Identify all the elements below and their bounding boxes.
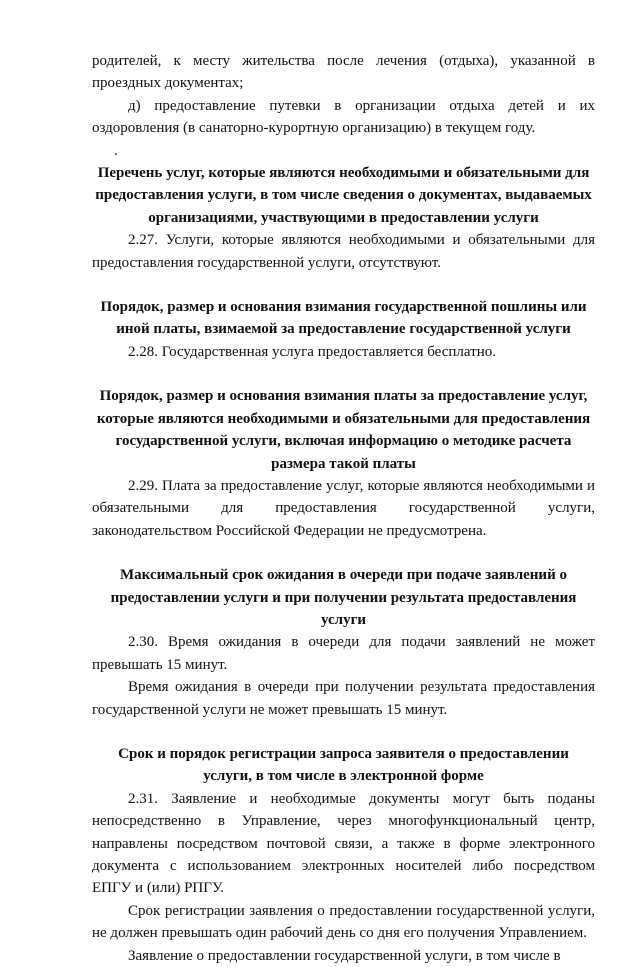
spacer: [92, 363, 595, 385]
spacer: [92, 542, 595, 564]
paragraph-2-29: 2.29. Плата за предоставление услуг, которые являются необходимыми и обязательными для предоставления государственной услуги, законодательством Российской Федерации не предусмотрена.: [92, 477, 595, 539]
paragraph-2-30: 2.30. Время ожидания в очереди для подачи заявлений не может превышать 15 минут.: [92, 634, 595, 673]
paragraph-application-continued: Заявление о предоставлении государственной услуги, в том числе в: [128, 947, 561, 964]
paragraph-registration-term: Срок регистрации заявления о предоставлении государственной услуги, не должен превышать один рабочий день со дня его получения Управлением.: [92, 902, 595, 942]
spacer: [92, 721, 595, 743]
paragraph-2-27: 2.27. Услуги, которые являются необходимыми и обязательными для предоставления государственной услуги, отсутствуют.: [92, 232, 595, 271]
spacer: [92, 274, 595, 296]
paragraph-item-d: д) предоставление путевки в организации отдыха детей и их оздоровления (в санаторно-курортную организацию) в текущем году.: [92, 97, 595, 137]
paragraph-2-31: 2.31. Заявление и необходимые документы могут быть поданы непосредственно в Управление, через многофункциональный центр, направлены посредством почтовой связи, а также в форме электронного документа с использованием электронных носителей либо посредством ЕПГУ и (или) РПГУ.: [92, 790, 595, 897]
section-heading-queue-time: Максимальный срок ожидания в очереди при подаче заявлений о предоставлении услуги и при получении результата предоставления услуги: [110, 567, 577, 628]
section-heading-service-fee: Порядок, размер и основания взимания платы за предоставление услуг, которые являются необходимыми и обязательными для предоставления государственной услуги, включая информацию о методике расчета размера такой платы: [96, 388, 591, 472]
section-heading-registration: Срок и порядок регистрации запроса заявителя о предоставлении услуги, в том числе в электронной форме: [118, 745, 569, 785]
paragraph-continued: родителей, к месту жительства после лечения (отдыха), указанной в проездных документах;: [92, 53, 595, 92]
stray-dot: .: [114, 142, 118, 159]
section-heading-state-fee: Порядок, размер и основания взимания государственной пошлины или иной платы, взимаемой за предоставление государственной услуги: [100, 299, 587, 338]
section-heading-required-services: Перечень услуг, которые являются необходимыми и обязательными для предоставления услуги, в том числе сведения о документах, выдаваемых организациями, участвующими в предоставлении услуги: [95, 165, 592, 226]
paragraph-2-28: 2.28. Государственная услуга предоставляется бесплатно.: [128, 343, 496, 360]
document-body: [92, 50, 595, 967]
paragraph-queue-result: Время ожидания в очереди при получении результата предоставления государственной услуги не может превышать 15 минут.: [92, 679, 595, 718]
